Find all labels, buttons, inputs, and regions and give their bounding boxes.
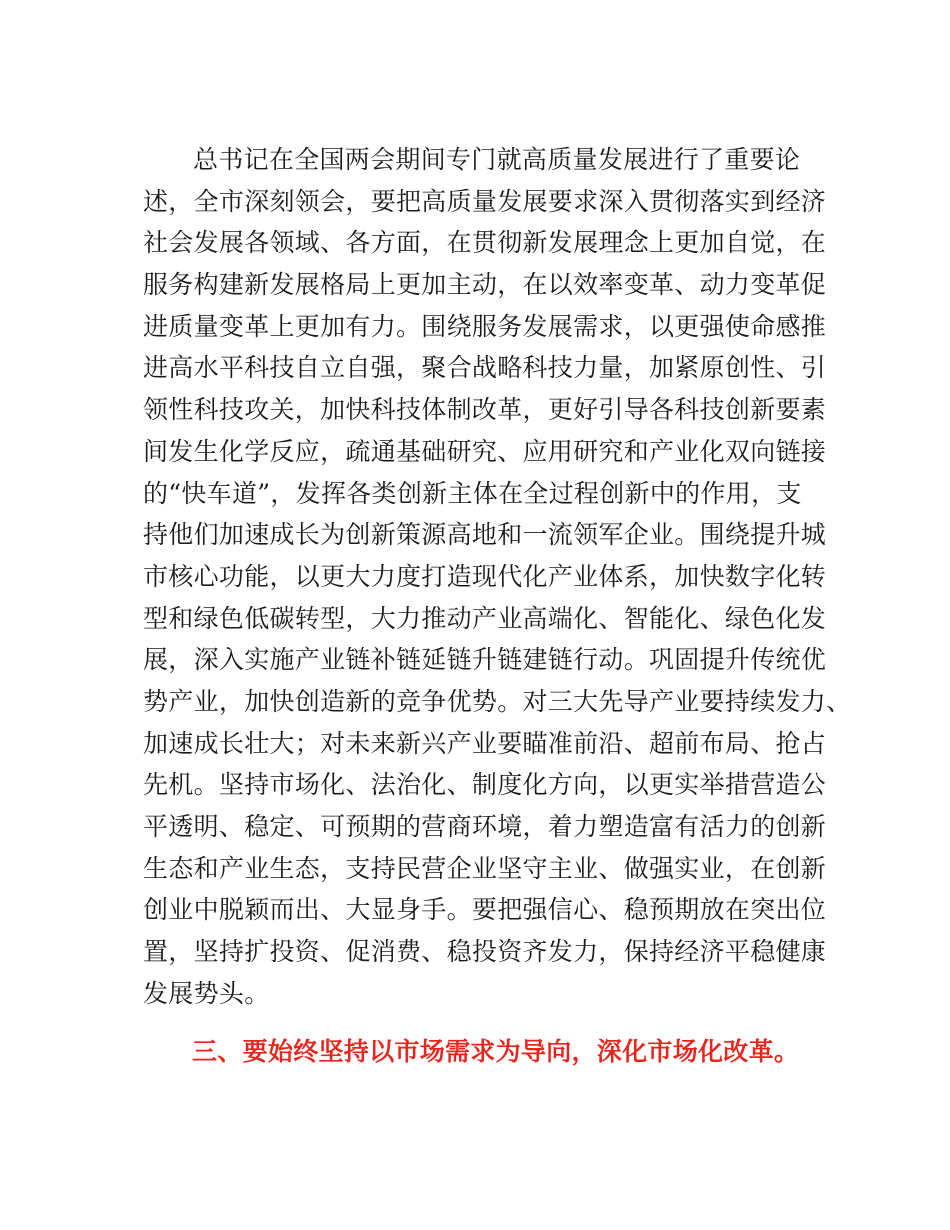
paragraph-line: 社会发展各领域、各方面，在贯彻新发展理念上更加自觉，在 [143,228,827,258]
paragraph-line: 持他们加速成长为创新策源高地和一流领军企业。围绕提升城 [143,520,827,550]
paragraph-line: 生态和产业生态，支持民营企业坚守主业、做强实业，在创新 [143,853,827,883]
paragraph-line: 置，坚持扩投资、促消费、稳投资齐发力，保持经济平稳健康 [143,937,827,967]
paragraph-line: 型和绿色低碳转型，大力推动产业高端化、智能化、绿色化发 [143,603,827,633]
paragraph-line: 进质量变革上更加有力。围绕服务发展需求，以更强使命感推 [143,311,827,341]
paragraph-line: 加速成长壮大；对未来新兴产业要瞄准前沿、超前布局、抢占 [143,728,827,758]
paragraph-line: 的“快车道”，发挥各类创新主体在全过程创新中的作用，支 [143,478,802,508]
paragraph-line: 平透明、稳定、可预期的营商环境，着力塑造富有活力的创新 [143,812,827,841]
body-paragraph [143,139,852,1014]
section-heading: 三、要始终坚持以市场需求为导向，深化市场化改革。 [192,1037,800,1066]
paragraph-line: 发展势头。 [143,978,270,1008]
paragraph-line: 服务构建新发展格局上更加主动，在以效率变革、动力变革促 [143,270,827,300]
paragraph-line: 进高水平科技自立自强，聚合战略科技力量，加紧原创性、引 [143,353,827,383]
paragraph-line: 总书记在全国两会期间专门就高质量发展进行了重要论 [193,145,801,174]
paragraph-line: 领性科技攻关，加快科技体制改革，更好引导各科技创新要素 [143,395,827,425]
paragraph-line: 展，深入实施产业链补链延链升链建链行动。巩固提升传统优 [143,645,827,675]
paragraph-line: 间发生化学反应，疏通基础研究、应用研究和产业化双向链接 [143,436,827,466]
paragraph-line: 创业中脱颖而出、大显身手。要把强信心、稳预期放在突出位 [143,895,827,925]
paragraph-line: 先机。坚持市场化、法治化、制度化方向，以更实举措营造公 [143,770,827,800]
paragraph-line: 述，全市深刻领会，要把高质量发展要求深入贯彻落实到经济 [143,186,827,216]
paragraph-line: 市核心功能，以更大力度打造现代化产业体系，加快数字化转 [143,561,827,591]
paragraph-line: 势产业，加快创造新的竞争优势。对三大先导产业要持续发力、 [143,686,852,716]
